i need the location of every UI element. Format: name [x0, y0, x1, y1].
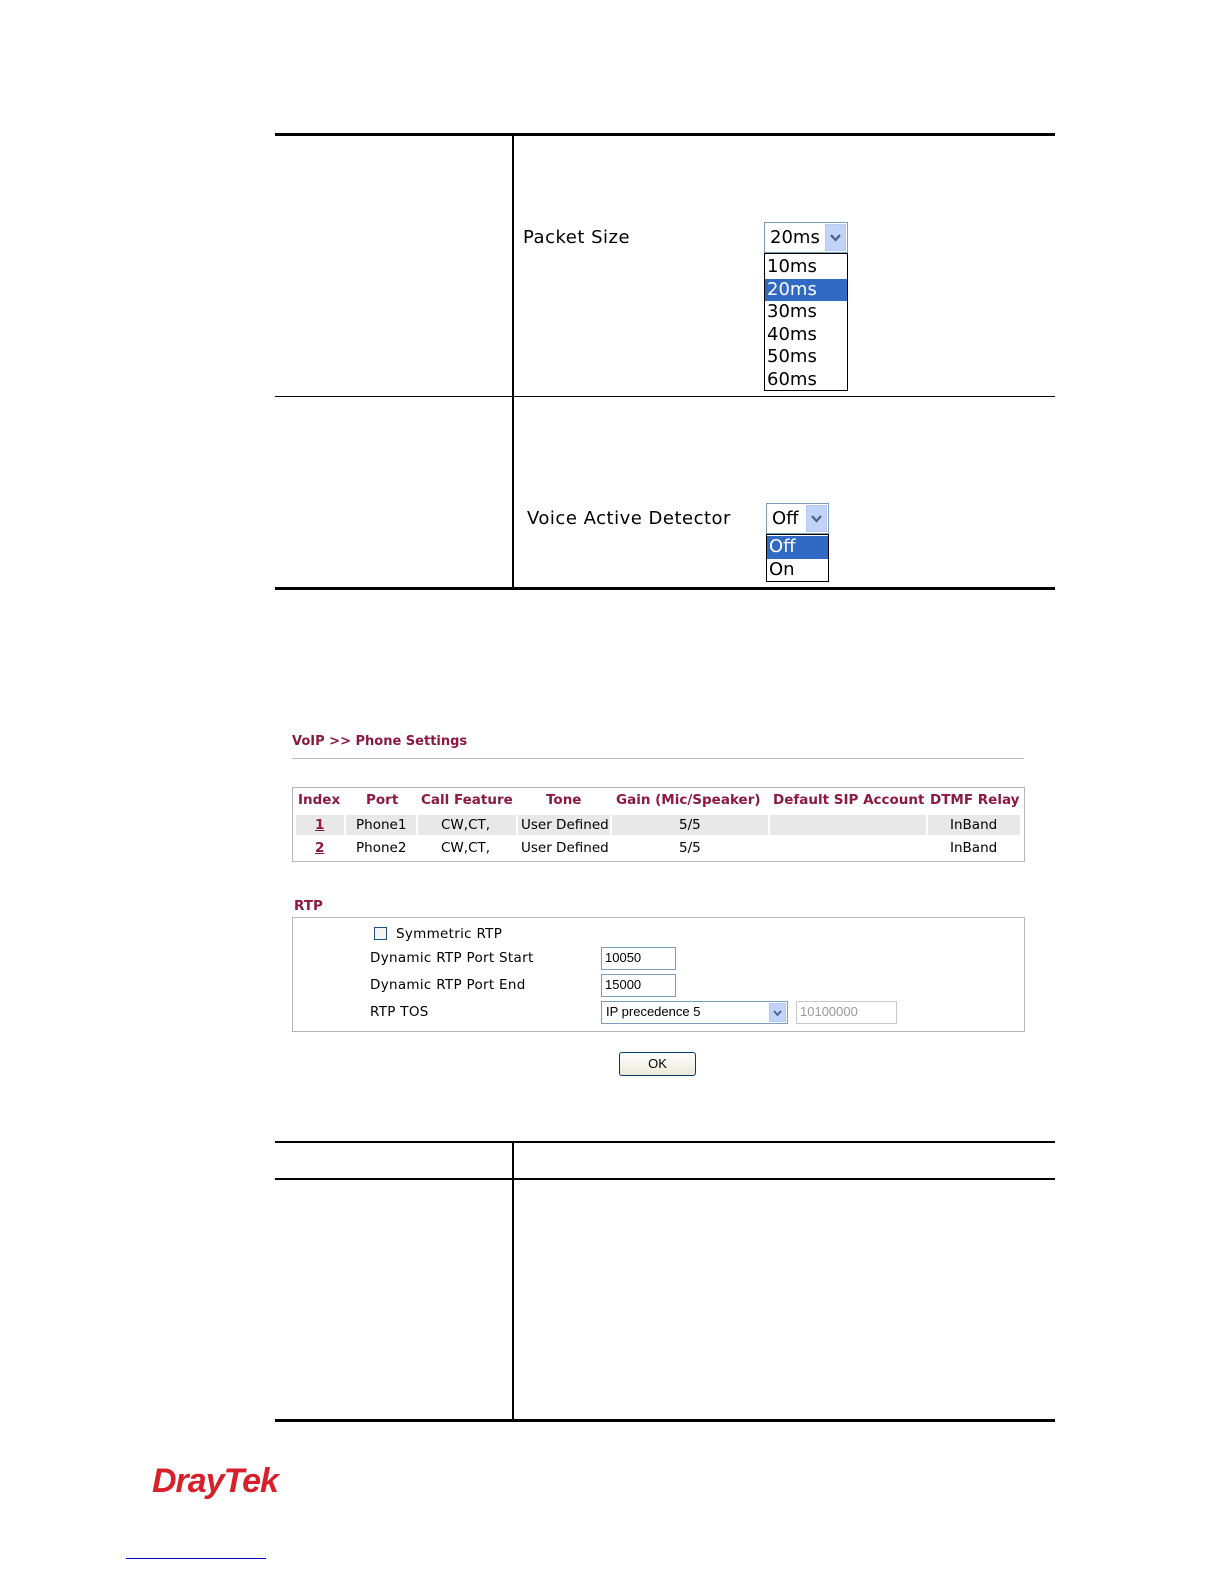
vad-select[interactable] [766, 503, 829, 534]
index-link[interactable]: 2 [315, 840, 325, 856]
column-header-index: Index [298, 792, 341, 808]
column-header-port: Port [366, 792, 399, 808]
breadcrumb: VoIP >> Phone Settings [292, 734, 468, 749]
vad-value: Off [772, 508, 799, 529]
symmetric-rtp-checkbox[interactable] [374, 927, 387, 940]
port-start-label: Dynamic RTP Port Start [370, 950, 534, 966]
footer-line [126, 1558, 266, 1559]
call-feature-cell: CW,CT, [441, 840, 491, 856]
table-row-divider [275, 396, 1055, 397]
packet-size-option[interactable]: 40ms [767, 323, 817, 345]
dtmf-relay-cell: InBand [950, 817, 998, 833]
packet-size-options [764, 253, 848, 391]
table-column-divider [512, 1143, 514, 1421]
table-bottom-border [275, 1419, 1055, 1422]
column-header-sip-account: Default SIP Account [773, 792, 925, 808]
symmetric-rtp-label: Symmetric RTP [396, 926, 503, 942]
table-top-border [275, 1141, 1055, 1143]
vad-label: Voice Active Detector [527, 508, 731, 529]
chevron-down-icon[interactable] [806, 505, 827, 532]
column-header-dtmf-relay: DTMF Relay [930, 792, 1020, 808]
port-start-input[interactable]: 10050 [601, 947, 676, 970]
breadcrumb-divider [292, 758, 1024, 759]
table-bottom-border [275, 587, 1055, 590]
column-header-call-feature: Call Feature [421, 792, 513, 808]
chevron-down-icon[interactable] [769, 1003, 786, 1022]
row-shade [770, 815, 926, 835]
chevron-down-icon[interactable] [825, 224, 846, 251]
vad-option-selected[interactable]: Off [767, 536, 828, 559]
packet-size-value: 20ms [770, 227, 820, 248]
port-end-input[interactable]: 15000 [601, 974, 676, 997]
port-cell: Phone2 [356, 840, 407, 856]
packet-size-option[interactable]: 60ms [767, 368, 817, 390]
port-end-label: Dynamic RTP Port End [370, 977, 526, 993]
ok-button[interactable]: OK [619, 1052, 696, 1076]
gain-cell: 5/5 [679, 817, 701, 833]
tone-cell: User Defined [521, 840, 609, 856]
call-feature-cell: CW,CT, [441, 817, 491, 833]
rtp-tos-label: RTP TOS [370, 1004, 429, 1020]
packet-size-option[interactable]: 30ms [767, 301, 817, 322]
dtmf-relay-cell: InBand [950, 840, 998, 856]
table-column-divider [512, 136, 514, 588]
vad-options [766, 534, 829, 582]
packet-size-label: Packet Size [523, 227, 631, 248]
column-header-gain: Gain (Mic/Speaker) [616, 792, 761, 808]
vad-option[interactable]: On [769, 558, 795, 580]
index-link[interactable]: 1 [315, 817, 325, 833]
packet-size-option[interactable]: 50ms [767, 346, 817, 367]
rtp-tos-select[interactable] [601, 1001, 788, 1024]
packet-size-option[interactable]: 10ms [767, 256, 817, 277]
gain-cell: 5/5 [679, 840, 701, 856]
rtp-tos-value: IP precedence 5 [606, 1004, 701, 1019]
packet-size-select[interactable] [764, 222, 848, 253]
rtp-tos-bits-field: 10100000 [796, 1001, 897, 1024]
table-top-border [275, 133, 1055, 136]
table-header-divider [275, 1178, 1055, 1180]
draytek-logo: DrayTek [152, 1462, 278, 1500]
port-cell: Phone1 [356, 817, 407, 833]
column-header-tone: Tone [546, 792, 582, 808]
rtp-section-title: RTP [294, 898, 323, 914]
packet-size-option-selected[interactable]: 20ms [765, 279, 847, 302]
tone-cell: User Defined [521, 817, 609, 833]
